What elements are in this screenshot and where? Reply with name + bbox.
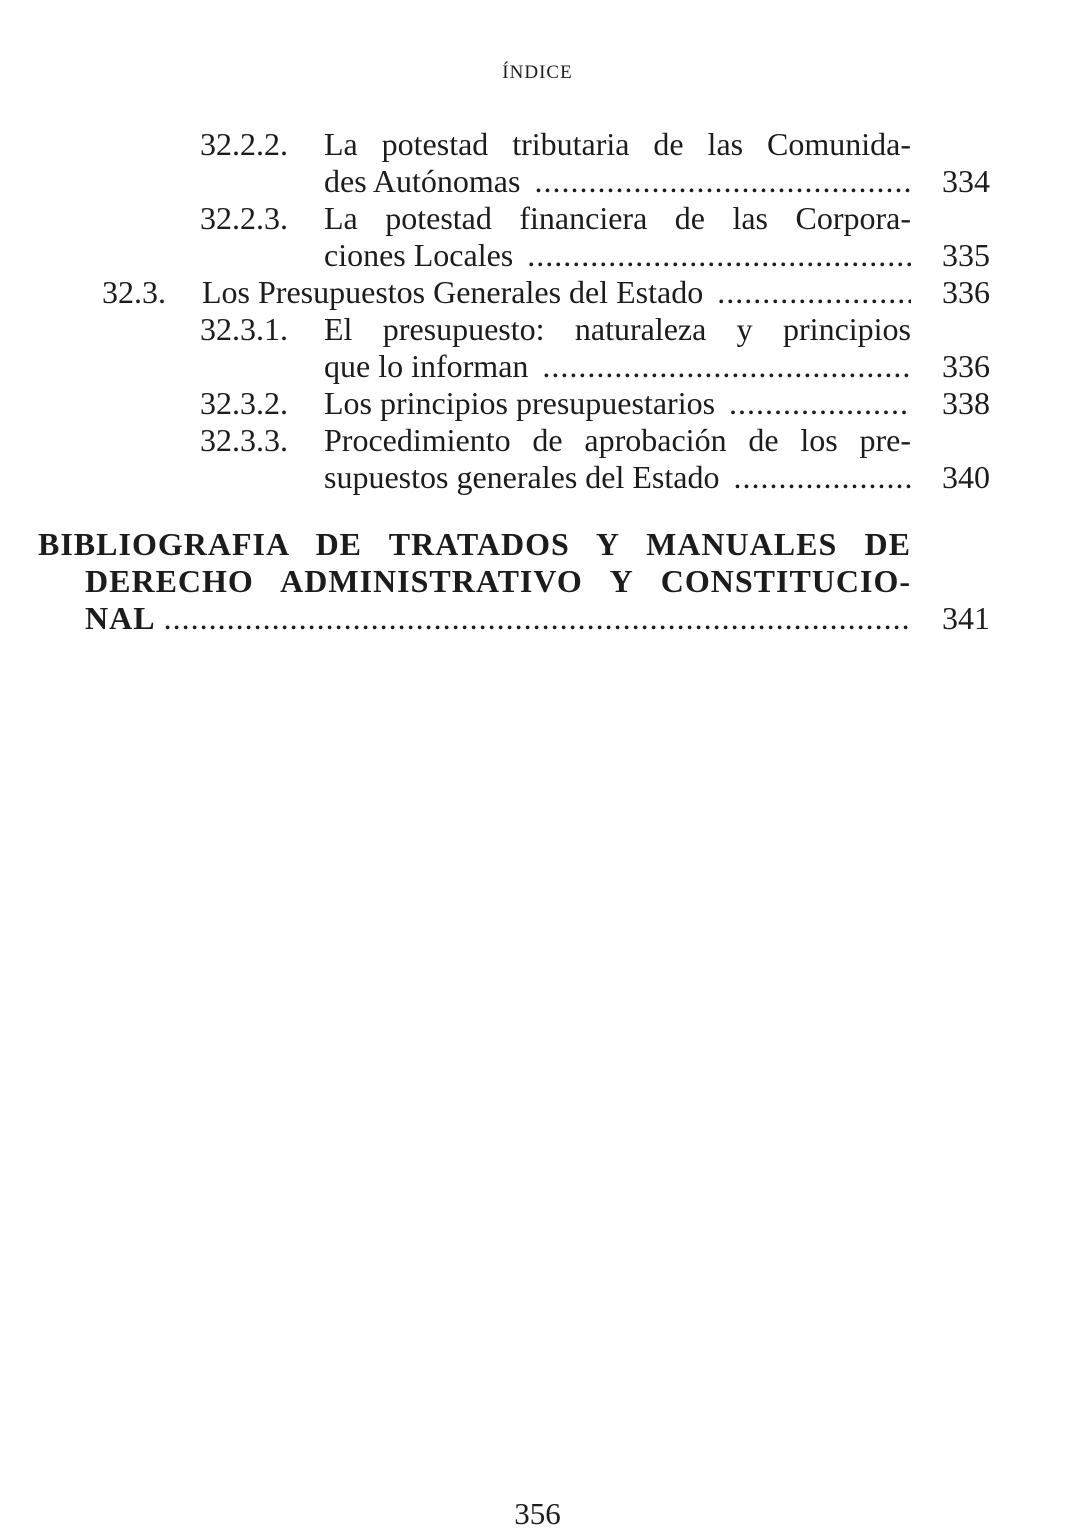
toc-entry-number: 32.3. xyxy=(102,274,166,310)
leader-dots xyxy=(542,348,911,384)
toc-page-number: 340 xyxy=(942,459,990,495)
toc-entry-title-cont: des Autónomas xyxy=(324,163,521,199)
toc-entry-number: 32.3.3. xyxy=(200,422,288,458)
toc-entry-number: 32.2.3. xyxy=(200,200,288,236)
running-head: ÍNDICE xyxy=(502,62,573,83)
bibliography-title-end: NAL xyxy=(85,600,156,636)
toc-entry-title: El presupuesto: naturaleza y principios xyxy=(324,311,911,347)
toc-entry-number: 32.2.2. xyxy=(200,126,288,162)
toc-page-number: 338 xyxy=(942,385,990,421)
leader-dots xyxy=(733,459,911,495)
toc-page-number: 334 xyxy=(942,163,990,199)
leader-dots xyxy=(164,600,911,636)
leader-dots xyxy=(717,274,911,310)
page-number: 356 xyxy=(514,1496,561,1531)
toc-leader-line xyxy=(202,274,911,310)
toc-entry-title-cont: ciones Locales xyxy=(324,237,514,273)
toc-leader-line xyxy=(324,459,911,495)
toc-page-number: 336 xyxy=(942,274,990,310)
toc-page-number: 335 xyxy=(942,237,990,273)
leader-dots xyxy=(534,163,911,199)
toc-page-number: 336 xyxy=(942,348,990,384)
toc-entry-title: Los Presupuestos Generales del Estado xyxy=(202,274,704,310)
bibliography-title: BIBLIOGRAFIA DE TRATADOS Y MANUALES DE xyxy=(38,526,911,562)
toc-entry-title: Procedimiento de aprobación de los pre- xyxy=(324,422,911,458)
toc-leader-line xyxy=(324,385,911,421)
toc-entry-title: La potestad tributaria de las Comunida- xyxy=(324,126,911,162)
leader-dots xyxy=(729,385,911,421)
bibliography-title-cont: DERECHO ADMINISTRATIVO Y CONSTITUCIO- xyxy=(85,563,911,599)
toc-leader-line xyxy=(324,163,911,199)
toc-entry-number: 32.3.2. xyxy=(200,385,288,421)
toc-entry-title: Los principios presupuestarios xyxy=(324,385,716,421)
toc-entry-title-cont: supuestos generales del Estado xyxy=(324,459,720,495)
toc-entry-number: 32.3.1. xyxy=(200,311,288,347)
leader-dots xyxy=(527,237,911,273)
toc-entry-title: La potestad financiera de las Corpora- xyxy=(324,200,911,236)
toc-leader-line xyxy=(324,348,911,384)
toc-entry-title-cont: que lo informan xyxy=(324,348,529,384)
toc-page-number: 341 xyxy=(942,600,990,636)
toc-leader-line xyxy=(85,600,911,636)
toc-leader-line xyxy=(324,237,911,273)
